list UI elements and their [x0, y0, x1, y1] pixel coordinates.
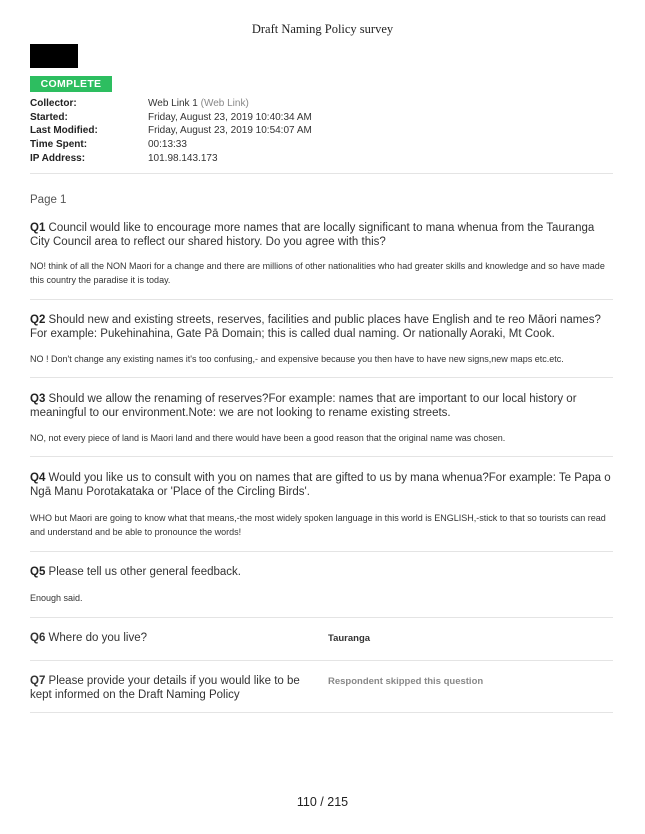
question-6 — [30, 631, 305, 645]
meta-label: Time Spent: — [30, 139, 88, 151]
answer-7-skipped: Respondent skipped this question — [328, 676, 484, 687]
meta-row-ip-address — [30, 152, 312, 166]
answer-2: NO ! Don't change any existing names it's too confusing,- and expensive because you then have to have new signs,new maps etc.etc. — [30, 354, 564, 364]
divider — [30, 551, 613, 552]
question-text: Council would like to encourage more names that are locally significant to mana whenua from the Tauranga City Council area to reflect our shared history. Do you agree with this? — [30, 222, 595, 248]
question-1 — [30, 221, 615, 249]
question-text: Where do you live? — [48, 632, 147, 644]
meta-label: Last Modified: — [30, 125, 98, 137]
meta-row-collector — [30, 97, 312, 111]
meta-value: 00:13:33 — [148, 139, 187, 151]
document-title: Draft Naming Policy survey — [251, 22, 394, 36]
meta-value-extra: (Web Link) — [200, 98, 249, 109]
meta-value: Friday, August 23, 2019 10:54:07 AM — [148, 125, 312, 137]
meta-row-last-modified — [30, 124, 312, 138]
divider — [30, 456, 613, 457]
answer-3: NO, not every piece of land is Maori land and there would have been a good reason that the original name was chosen. — [30, 433, 506, 443]
divider — [30, 712, 613, 713]
meta-row-time-spent — [30, 138, 312, 152]
question-3 — [30, 392, 615, 420]
question-4 — [30, 471, 615, 499]
response-metadata — [30, 97, 312, 165]
question-number: Q1 — [30, 222, 46, 234]
question-text: Should we allow the renaming of reserves?For example: names that are important to our local history or meaningful to our environment.Note: we are not looking to rename existing streets. — [30, 393, 577, 419]
divider — [30, 377, 613, 378]
question-number: Q2 — [30, 314, 46, 326]
question-number: Q5 — [30, 566, 46, 578]
question-5 — [30, 565, 615, 579]
page-number: 110 / 215 — [296, 795, 349, 809]
divider — [30, 299, 613, 300]
meta-value: Friday, August 23, 2019 10:40:34 AM — [148, 111, 312, 123]
question-text: Please provide your details if you would like to be kept informed on the Draft Naming Policy — [30, 675, 300, 701]
meta-label: Started: — [30, 111, 68, 123]
meta-row-started — [30, 111, 312, 125]
question-text: Should new and existing streets, reserves, facilities and public places have English and te reo Māori names?For example: Pukehinahina, Gate Pā Domain; this is called dual naming. Or nationally Aoraki, Mt Cook. — [30, 314, 601, 340]
status-badge: COMPLETE — [30, 76, 112, 92]
question-2 — [30, 313, 615, 341]
redacted-logo — [30, 44, 78, 68]
page-label: Page 1 — [30, 194, 67, 206]
answer-1: NO! think of all the NON Maori for a change and there are millions of other nationalities who had greater skills and knowledge and so have made this country the paradise it is today. — [30, 261, 605, 285]
meta-label: IP Address: — [30, 152, 86, 164]
question-number: Q4 — [30, 472, 46, 484]
answer-4: WHO but Maori are going to know what that means,-the most widely spoken language in this world is ENGLISH,-stick to that so tourists can read and understand and be able to pronounce the words! — [30, 513, 606, 537]
meta-value: 101.98.143.173 — [148, 152, 218, 164]
divider — [30, 173, 613, 174]
answer-6: Tauranga — [328, 633, 371, 644]
question-text: Please tell us other general feedback. — [48, 566, 241, 578]
question-number: Q6 — [30, 632, 46, 644]
question-number: Q7 — [30, 675, 46, 687]
divider — [30, 660, 613, 661]
question-text: Would you like us to consult with you on names that are gifted to us by mana whenua?For example: Te Papa o Ngā Manu Porotakataka or 'Place of the Circling Birds'. — [30, 472, 611, 498]
meta-value: Web Link 1 — [148, 98, 198, 109]
meta-label: Collector: — [30, 98, 77, 109]
question-7 — [30, 674, 305, 702]
answer-5: Enough said. — [30, 593, 83, 603]
question-number: Q3 — [30, 393, 46, 405]
divider — [30, 617, 613, 618]
